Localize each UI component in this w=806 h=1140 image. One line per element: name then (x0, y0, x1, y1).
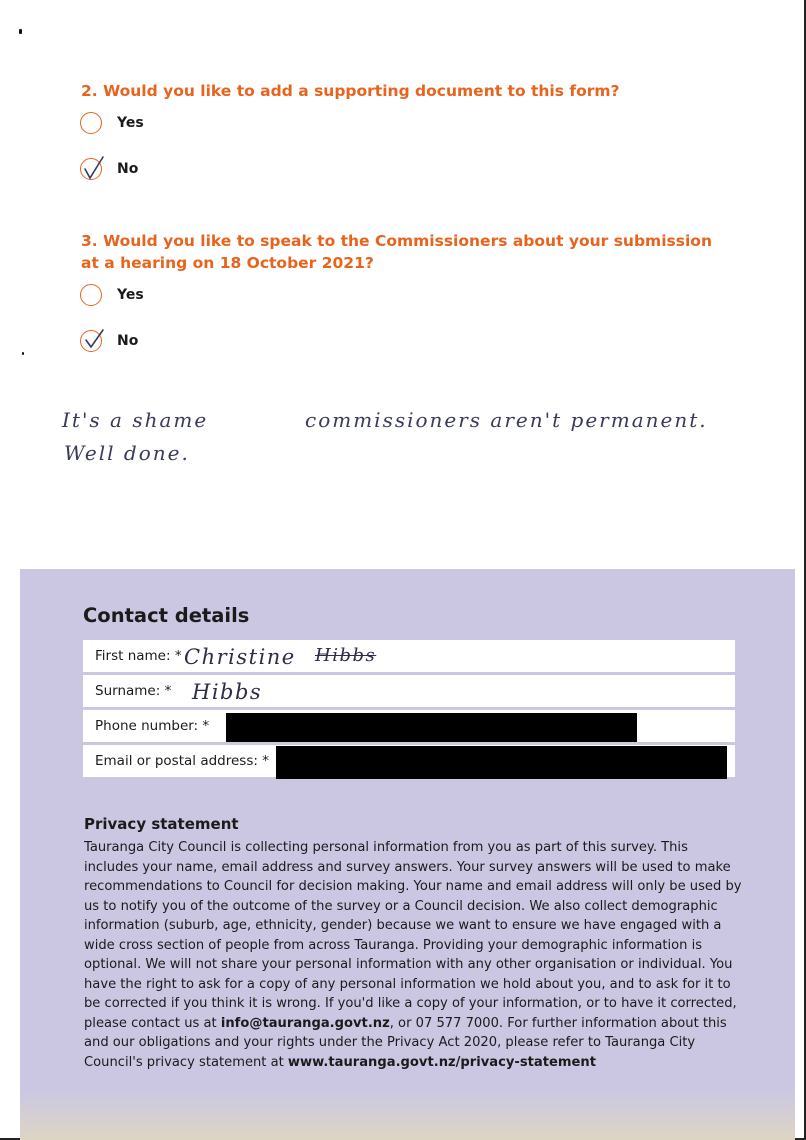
hand-check-icon (77, 323, 109, 355)
radio-unchecked-icon[interactable] (80, 112, 102, 134)
first-name-struck-value: Hibbs (315, 645, 377, 666)
handwritten-comment-line2: Well done. (64, 441, 190, 465)
option-label: Yes (117, 115, 144, 131)
question-3-option-yes[interactable] (80, 284, 144, 306)
hand-check-icon (77, 151, 109, 183)
contact-details-title: Contact details (83, 604, 250, 627)
option-label: No (117, 333, 139, 349)
question-3-text: 3. Would you like to speak to the Commissioners about your submission at a hearing on 18 October 2021? (81, 232, 712, 272)
email-address-label: Email or postal address: * (95, 753, 269, 769)
privacy-intro-text: Tauranga City Council is collecting personal information from you as part of this survey. This includes your name, email address and survey answers. Your survey answers will be used to make recommendations to Council for decision making. Your name and email address will only be used by us to notify you of the outcome of the survey or a Council decision. We also collect demographic information (suburb, age, ethnicity, gender) because we want to ensure we have engaged with a wide cross section of people from across Tauranga. Providing your demographic information is optional. We will not share your personal information with any other organisation or individual. You have the right to ask for a copy of any personal information we hold about you, and to ask for it to be corrected if you think it is wrong. If you'd like a copy of your information, or to have it corrected, please contact us at (84, 840, 742, 1031)
privacy-statement-link[interactable]: www.tauranga.govt.nz/privacy-statement (287, 1054, 596, 1070)
question-3-option-no[interactable] (80, 330, 138, 352)
first-name-handwritten-value: Christine (184, 645, 296, 669)
phone-redaction-bar (226, 713, 637, 742)
handwritten-comment-line1b: commissioners aren't permanent. (305, 408, 708, 432)
handwritten-comment-line1a: It's a shame (62, 408, 209, 432)
radio-handchecked-icon[interactable] (80, 330, 102, 352)
scan-speck (22, 352, 24, 355)
question-2-option-yes[interactable] (80, 112, 144, 134)
first-name-field[interactable] (83, 640, 735, 672)
option-label: Yes (117, 287, 144, 303)
privacy-statement-title: Privacy statement (84, 815, 239, 833)
email-redaction-bar (276, 746, 727, 779)
surname-handwritten-value: Hibbs (192, 680, 263, 704)
radio-unchecked-icon[interactable] (80, 284, 102, 306)
surname-label: Surname: * (95, 683, 172, 699)
scan-yellow-band (20, 1090, 795, 1140)
surname-field[interactable] (83, 675, 735, 707)
privacy-email-link[interactable]: info@tauranga.govt.nz (220, 1015, 390, 1031)
scan-speck (19, 29, 22, 34)
privacy-statement-body (84, 838, 744, 1072)
phone-number-label: Phone number: * (95, 718, 210, 734)
option-label: No (117, 161, 139, 177)
question-2-text: 2. Would you like to add a supporting document to this form? (81, 82, 620, 100)
privacy-mid-text: , or 07 577 7000. For further information about this and our obligations and your rights under the Privacy Act 2020, please refer to Tauranga City Council's privacy statement at (84, 1015, 727, 1070)
first-name-label: First name: * (95, 648, 182, 664)
radio-handchecked-icon[interactable] (80, 158, 102, 180)
question-2-option-no[interactable] (80, 158, 138, 180)
